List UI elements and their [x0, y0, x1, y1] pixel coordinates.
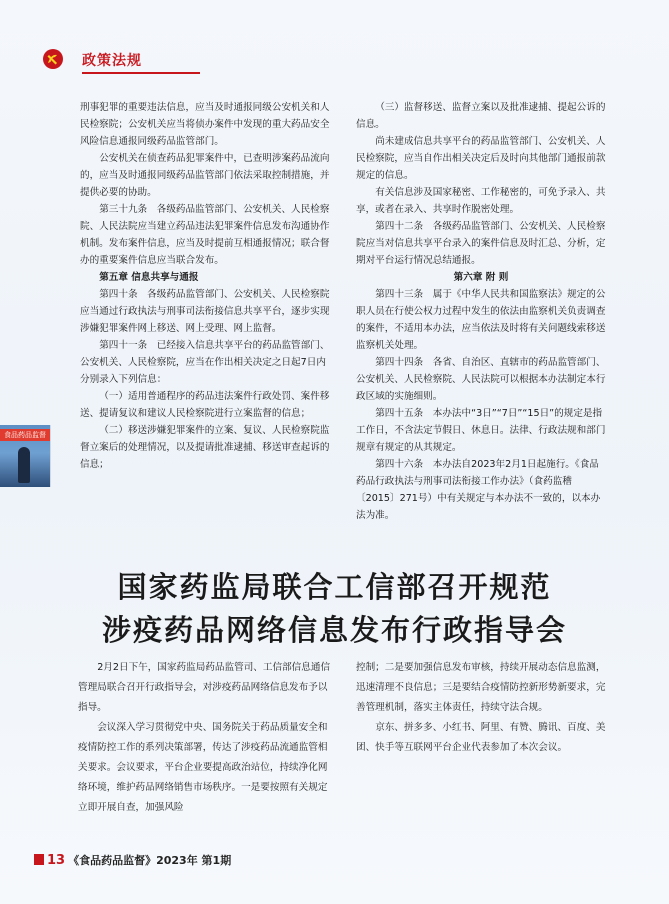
footer-marker — [34, 854, 44, 865]
page-footer — [34, 852, 231, 868]
paragraph: （一）适用普通程序的药品违法案件行政处罚、案件移送、提请复议和建议人民检察院进行立案监督的信息； — [80, 391, 330, 419]
paragraph: （二）移送涉嫌犯罪案件的立案、复议、人民检察院监督立案后的处理情况，以及提请批准逮捕、移送审查起诉的信息； — [80, 425, 330, 470]
paragraph: 第四十一条 已经接入信息共享平台的药品监管部门、公安机关、人民检察院，应当在作出相关决定之日起7日内分别录入下列信息： — [80, 340, 330, 385]
paragraph: （三）监督移送、监督立案以及批准逮捕、提起公诉的信息。 — [356, 102, 606, 130]
page-header — [30, 44, 330, 74]
paragraph: 第四十二条 各级药品监管部门、公安机关、人民检察院应当对信息共享平台录入的案件信息及时汇总、分析，定期对平台运行情况总结通报。 — [356, 221, 606, 266]
paragraph: 2月2日下午，国家药监局药品监管司、工信部信息通信管理局联合召开行政指导会，对涉疫药品网络信息发布予以指导。 — [78, 662, 331, 713]
paragraph: 第四十六条 本办法自2023年2月1日起施行。《食品药品行政执法与刑事司法衔接工作办法》（食药监稽〔2015〕271号）中有关规定与本办法不一致的，以本办法为准。 — [356, 459, 601, 521]
paragraph: 控制；二是要加强信息发布审核，持续开展动态信息监测，迅速清理不良信息；三是要结合疫情防控新形势新要求，完善管理机制，落实主体责任，持续守法合规。 — [356, 662, 606, 713]
left-column — [80, 99, 332, 473]
paragraph: 刑事犯罪的重要违法信息，应当及时通报同级公安机关和人民检察院；公安机关应当将侦办案件中发现的重大药品安全风险信息通报同级药品监管部门。 — [80, 102, 330, 147]
person-figure — [18, 447, 30, 483]
paragraph: 第六章 附 则 — [453, 272, 509, 283]
article-headline-line1: 国家药监局联合工信部召开规范 — [117, 570, 552, 604]
section-title: 政策法规 — [82, 53, 142, 69]
paragraph: 有关信息涉及国家秘密、工作秘密的，可免予录入、共享，或者在录入、共享时作脱密处理。 — [356, 187, 606, 215]
article-right-column — [356, 658, 606, 758]
paragraph: 第四十条 各级药品监管部门、公安机关、人民检察院应当通过行政执法与刑事司法衔接信息共享平台，逐步实现涉嫌犯罪案件网上移送、网上受理、网上监督。 — [80, 289, 330, 334]
sidebar-cover-photo — [0, 425, 51, 487]
paragraph: 第四十五条 本办法中“3日”“7日”“15日”的规定是指工作日，不含法定节假日、休息日。法律、行政法规和部门规章有规定的从其规定。 — [356, 408, 606, 453]
paragraph: 第三十九条 各级药品监管部门、公安机关、人民检察院、人民法院应当建立药品违法犯罪案件信息发布沟通协作机制。发布案件信息，应当及时提前互相通报情况；联合督办的重要案件信息应当联合发布。 — [80, 204, 330, 266]
page-number: 13 — [47, 853, 66, 868]
sidebar-banner: 食品药品监督 — [0, 429, 50, 441]
paragraph: 会议深入学习贯彻党中央、国务院关于药品质量安全和疫情防控工作的系列决策部署，传达了涉疫药品流通监管相关要求。会议要求，平台企业要提高政治站位，持续净化网络环境，维护药品网络销售市场秩序。一是要按照有关规定立即开展自查，加强风险 — [78, 722, 328, 813]
article-headline-line2: 涉疫药品网络信息发布行政指导会 — [101, 613, 567, 647]
paragraph: 尚未建成信息共享平台的药品监管部门、公安机关、人民检察院，应当自作出相关决定后及时向其他部门通报前款规定的信息。 — [356, 136, 606, 181]
article-left-column — [78, 658, 334, 818]
party-emblem-icon — [42, 48, 64, 70]
paragraph: 第五章 信息共享与通报 — [99, 272, 199, 283]
paragraph: 第四十四条 各省、自治区、直辖市的药品监管部门、公安机关、人民检察院、人民法院可以根据本办法制定本行政区域的实施细则。 — [356, 357, 606, 402]
paragraph: 京东、拼多多、小红书、阿里、有赞、腾讯、百度、美团、快手等互联网平台企业代表参加了本次会议。 — [356, 722, 606, 753]
magazine-issue: 《食品药品监督》2023年 第1期 — [68, 854, 232, 867]
paragraph: 第四十三条 属于《中华人民共和国监察法》规定的公职人员在行使公权力过程中发生的依法由监察机关负责调查的案件，不适用本办法，应当依法及时将有关问题线索移送监察机关处理。 — [356, 289, 606, 351]
paragraph: 公安机关在侦查药品犯罪案件中，已查明涉案药品流向的，应当及时通报同级药品监管部门依法采取控制措施，并提供必要的协助。 — [80, 153, 330, 198]
right-column — [356, 99, 606, 524]
header-underline — [82, 72, 200, 74]
